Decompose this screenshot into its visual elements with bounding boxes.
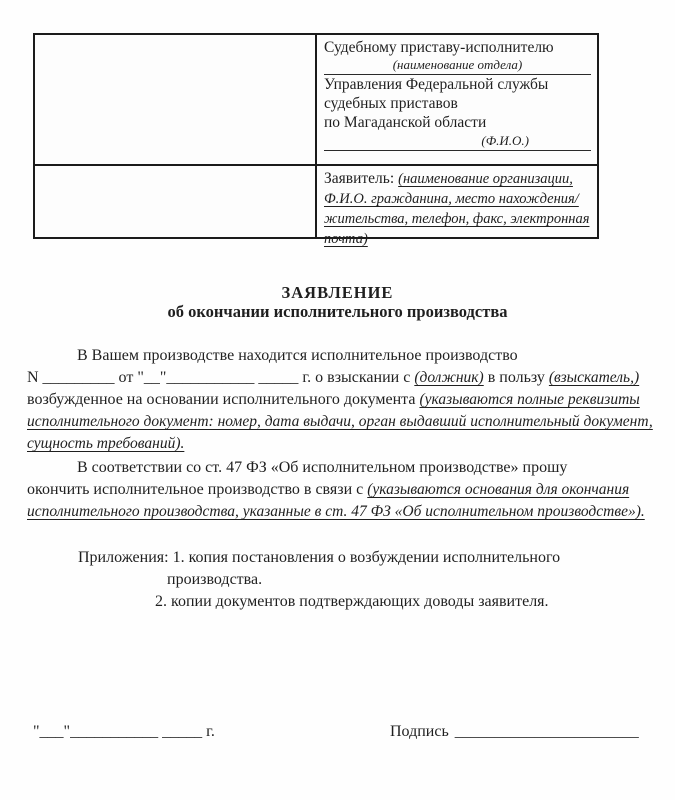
signature-block: [390, 723, 639, 741]
claimant-hint: (взыскатель,): [548, 369, 640, 386]
attachments-section: [78, 547, 560, 613]
p2-line-1: В соответствии со ст. 47 ФЗ «Об исполнительном производстве» прошу: [77, 459, 568, 476]
p1-line2-text: N _________ от "__"___________ _____ г. о взыскании с: [27, 369, 415, 386]
department-hint: (наименование отдела): [392, 57, 523, 72]
date-blank-line: "___"___________ _____ г.: [33, 723, 215, 740]
debtor-hint: (должник): [414, 369, 484, 386]
p1-line3-text: возбужденное на основании исполнительного документа: [27, 391, 420, 408]
attachments-line-1: [78, 547, 560, 569]
fio-blank-line: [324, 133, 591, 151]
attachment-item-1-line-1: 1. копия постановления о возбуждении исполнительного: [172, 549, 561, 566]
termination-grounds-hint-2: исполнительного производства, указанные в ст. 47 ФЗ «Об исполнительном производстве»).: [27, 503, 645, 520]
addressee-line-3: судебных приставов: [324, 95, 458, 112]
attachment-item-2: 2. копии документов подтверждающих доводы заявителя.: [155, 593, 549, 610]
p2-line-2: [27, 479, 659, 501]
p1-line-4: [27, 411, 659, 433]
p1-line2-text2: в пользу: [483, 369, 549, 386]
document-title: [0, 283, 675, 321]
addressee-applicant-table: [33, 33, 599, 247]
applicant-label: Заявитель:: [324, 170, 395, 187]
p1-line-5: [27, 433, 659, 455]
department-blank-line: [324, 57, 591, 75]
p1-line-2: [27, 367, 659, 389]
paragraph-proceeding-info: [27, 345, 659, 455]
applicant-details-hint: (наименование организации, Ф.И.О. гражданина, место нахождения/жительства, телефон, факс, электронная почта): [324, 171, 590, 247]
p1-line-3: [27, 389, 659, 411]
attachment-item-1-line-2: производства.: [167, 571, 263, 588]
document-details-hint-3: сущность требований).: [27, 435, 185, 452]
document-details-hint-2: исполнительного документ: номер, дата выдачи, орган выдавший исполнительный документ,: [27, 413, 653, 430]
fio-hint: (Ф.И.О.): [481, 133, 529, 148]
p2-line2-text: окончить исполнительное производство в связи с: [27, 481, 368, 498]
paragraph-request: [27, 457, 659, 523]
p2-line-3: [27, 501, 659, 523]
p1-line-1: В Вашем производстве находится исполнительное производство: [77, 347, 518, 364]
addressee-empty-cell: [35, 35, 317, 164]
title-line-1: ЗАЯВЛЕНИЕ: [281, 283, 394, 302]
signature-blank-line: _______________________: [454, 723, 639, 740]
signature-label: Подпись: [390, 723, 449, 740]
title-line-2: об окончании исполнительного производства: [167, 302, 508, 321]
applicant-cell: [317, 166, 597, 247]
termination-grounds-hint-1: (указываются основания для окончания: [367, 481, 630, 498]
addressee-line-4: по Магаданской области: [324, 114, 487, 131]
document-details-hint-1: (указываются полные реквизиты: [419, 391, 640, 408]
applicant-empty-cell: [35, 166, 317, 237]
addressee-row: [35, 35, 597, 166]
addressee-cell: [317, 35, 597, 164]
addressee-line-2: Управления Федеральной службы: [324, 76, 549, 93]
attachments-label: Приложения:: [78, 549, 169, 566]
addressee-line-1: Судебному приставу-исполнителю: [324, 39, 554, 56]
applicant-row: [35, 166, 597, 247]
